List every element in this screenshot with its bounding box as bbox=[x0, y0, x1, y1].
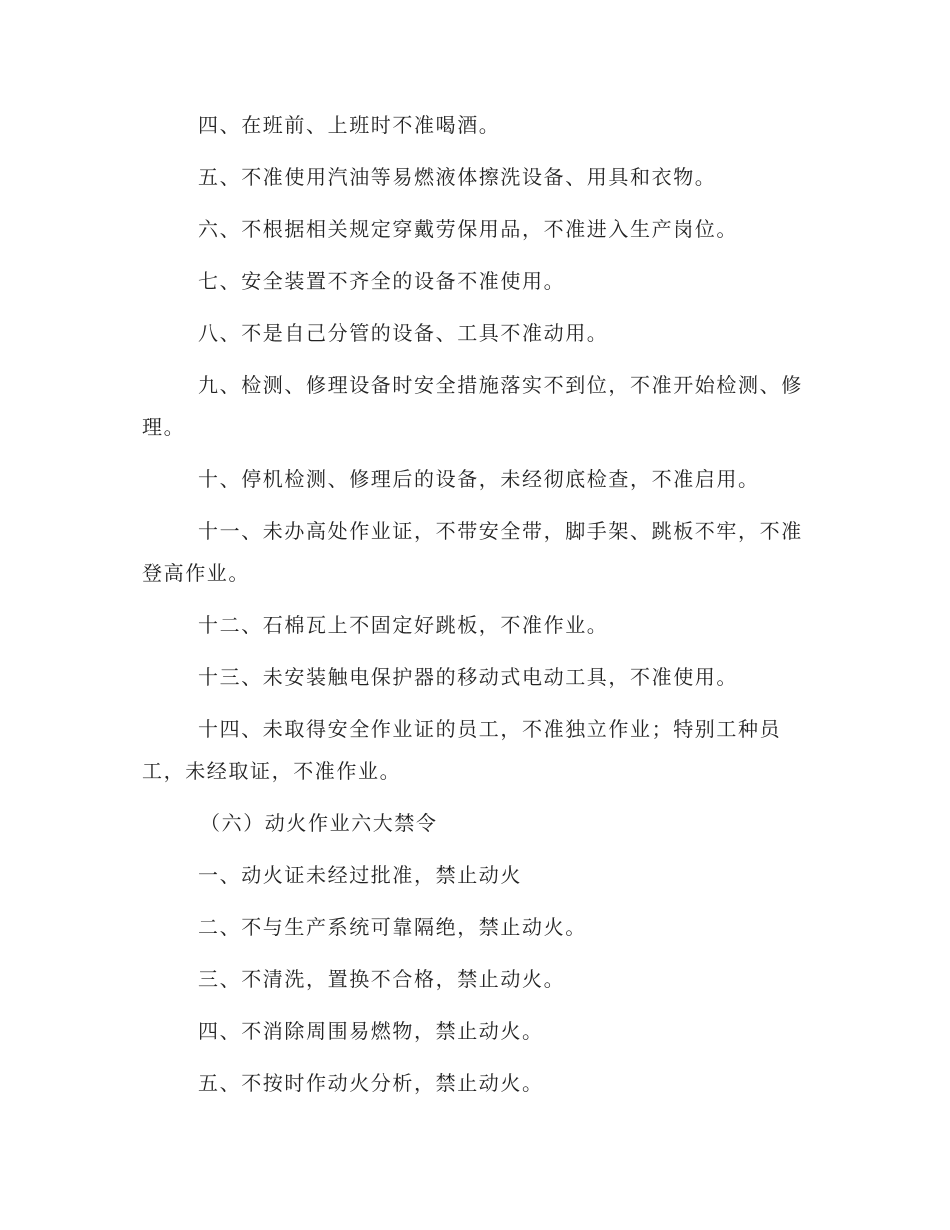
document-body bbox=[142, 104, 810, 1114]
rule-paragraph: 五、不准使用汽油等易燃液体擦洗设备、用具和衣物。 bbox=[198, 165, 717, 189]
rule-paragraph: 四、在班前、上班时不准喝酒。 bbox=[198, 113, 501, 137]
rule-paragraph: 六、不根据相关规定穿戴劳保用品，不准进入生产岗位。 bbox=[198, 217, 738, 241]
rule-paragraph: 八、不是自己分管的设备、工具不准动用。 bbox=[198, 321, 609, 345]
rule-paragraph: 四、不消除周围易燃物，禁止动火。 bbox=[198, 1019, 544, 1043]
rule-paragraph: 十四、未取得安全作业证的员工，不准独立作业；特别工种员工，未经取证，不准作业。 bbox=[142, 717, 782, 783]
rule-paragraph: 十二、石棉瓦上不固定好跳板，不准作业。 bbox=[198, 613, 609, 637]
rule-paragraph: 二、不与生产系统可靠隔绝，禁止动火。 bbox=[198, 915, 587, 939]
rule-paragraph: 三、不清洗，置换不合格，禁止动火。 bbox=[198, 967, 566, 991]
rule-paragraph: 十、停机检测、修理后的设备，未经彻底检查，不准启用。 bbox=[198, 467, 760, 491]
rule-paragraph: 五、不按时作动火分析，禁止动火。 bbox=[198, 1071, 544, 1095]
section-heading: （六）动火作业六大禁令 bbox=[200, 811, 438, 835]
rule-paragraph: 十一、未办高处作业证，不带安全带，脚手架、跳板不牢，不准登高作业。 bbox=[142, 519, 803, 585]
rule-paragraph: 一、动火证未经过批准，禁止动火 bbox=[198, 863, 522, 887]
rule-paragraph: 七、安全装置不齐全的设备不准使用。 bbox=[198, 269, 566, 293]
rule-paragraph: 九、检测、修理设备时安全措施落实不到位，不准开始检测、修理。 bbox=[142, 373, 803, 439]
rule-paragraph: 十三、未安装触电保护器的移动式电动工具，不准使用。 bbox=[198, 665, 738, 689]
